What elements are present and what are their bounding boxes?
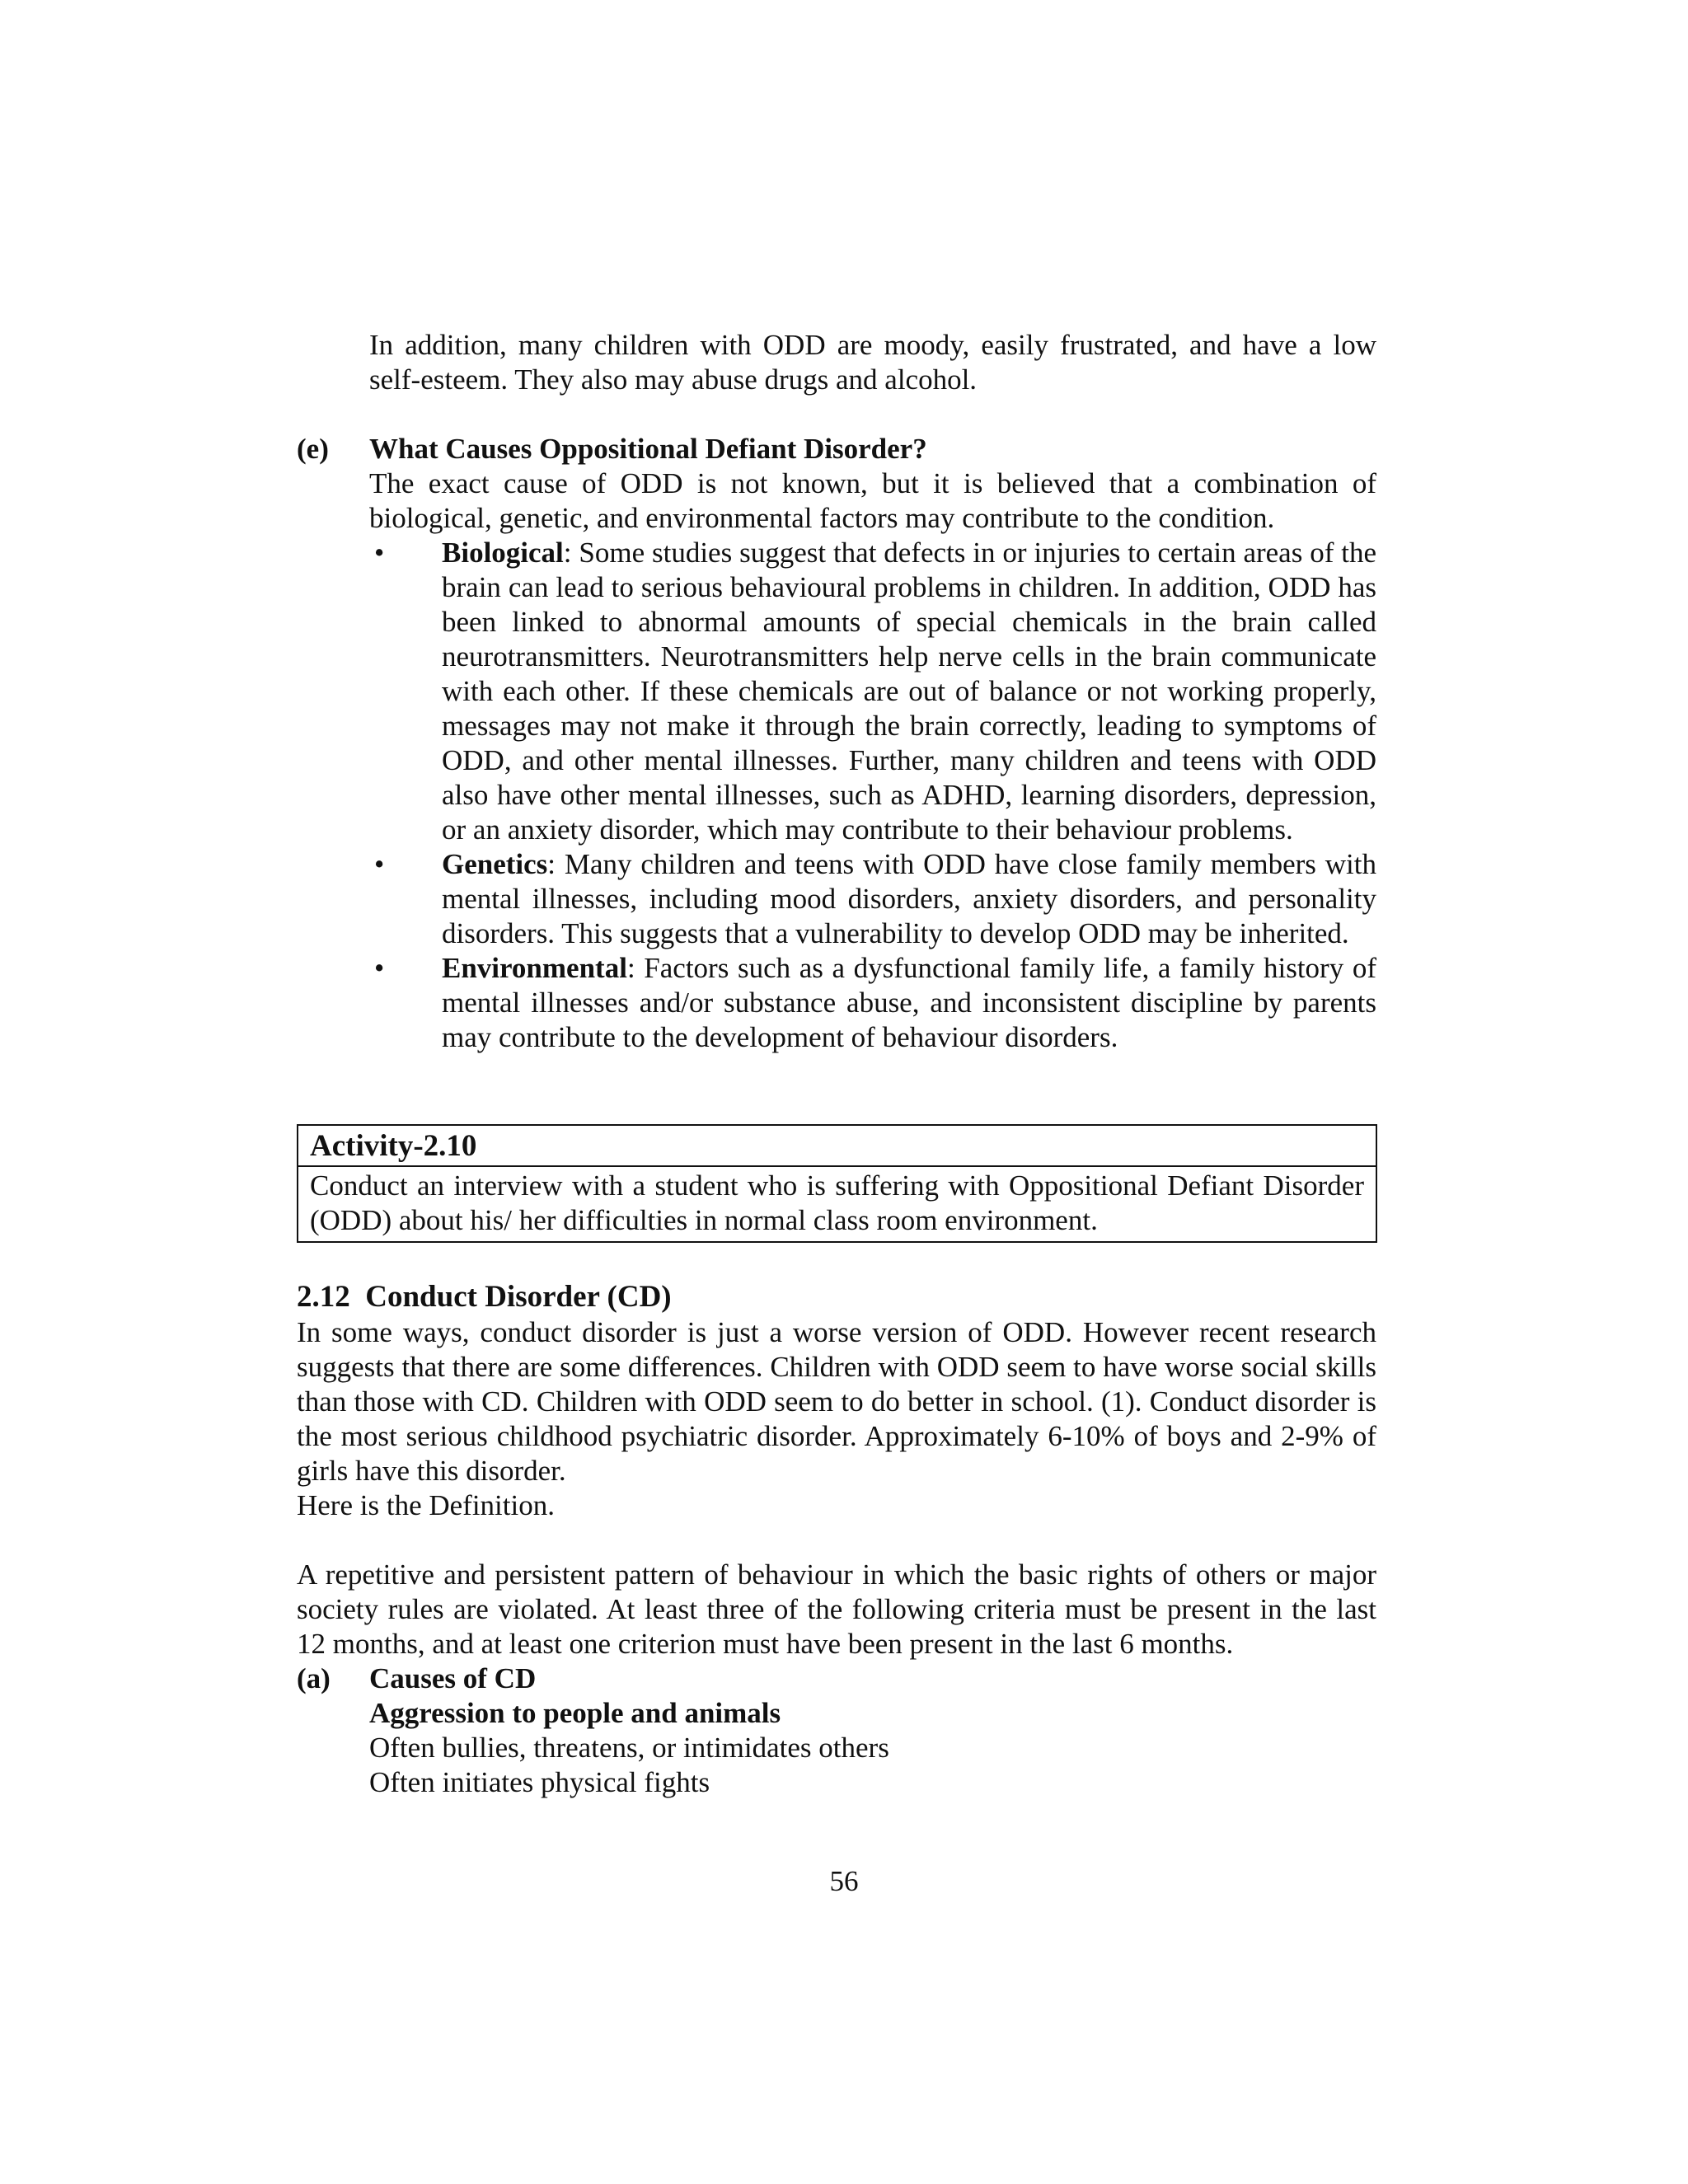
sub-a-subheading: Aggression to people and animals [369,1697,781,1729]
section-conduct-disorder [297,1279,1376,1800]
term-environmental: Environmental [442,952,627,984]
section-e [297,432,1376,1055]
section-e-heading: What Causes Oppositional Defiant Disorder? [369,433,927,465]
causes-list [369,536,1376,1055]
cd-paragraph-2: Here is the Definition. [297,1489,555,1521]
bullet-icon: • [374,537,385,569]
activity-box [297,1124,1377,1243]
activity-body: Conduct an interview with a student who is suffering with Oppositional Defiant Disorder (ODD) about his/ her difficulties in normal class room environment. [310,1169,1364,1236]
activity-title: Activity-2.10 [298,1126,1376,1167]
section-heading: 2.12 Conduct Disorder (CD) [297,1280,672,1314]
sub-a-heading: Causes of CD [369,1662,537,1694]
section-e-lead: The exact cause of ODD is not known, but it is believed that a combination of biological, genetic, and environmental factors may contribute to the condition. [369,467,1376,534]
list-item-biological [369,536,1376,847]
bullet-icon: • [374,848,385,880]
text-biological: : Some studies suggest that defects in or injuries to certain areas of the brain can lead to serious behavioural problems in children. In addition, ODD has been linked to abnormal amounts of special chemicals in the brain called neurotransmitters. Neurotransmitters help nerve cells in the brain communicate with each other. If these chemicals are out of balance or not working properly, messages may not make it through the brain correctly, leading to symptoms of ODD, and other mental illnesses. Further, many children and teens with ODD also have other mental illnesses, such as ADHD, learning disorders, depression, or an anxiety disorder, which may contribute to their behaviour problems. [442,537,1376,846]
term-genetics: Genetics [442,848,548,880]
section-e-label: (e) [297,433,329,465]
term-biological: Biological [442,537,564,569]
page-number: 56 [829,1865,859,1897]
list-item-environmental [369,951,1376,1055]
cd-paragraph-1: In some ways, conduct disorder is just a worse version of ODD. However recent research suggests that there are some differences. Children with ODD seem to have worse social skills than those with CD. Children with ODD seem to do better in school. (1). Conduct disorder is the most serious childhood psychiatric disorder. Approximately 6-10% of boys and 2-9% of girls have this disorder. [297,1316,1376,1487]
text-environmental: : Factors such as a dysfunctional family life, a family history of mental illnesses and/or substance abuse, and inconsistent discipline by parents may contribute to the development of behaviour disorders. [442,952,1376,1053]
intro-paragraph: In addition, many children with ODD are moody, easily frustrated, and have a low self-esteem. They also may abuse drugs and alcohol. [369,329,1376,396]
cd-paragraph-3: A repetitive and persistent pattern of behaviour in which the basic rights of others or major society rules are violated. At least three of the following criteria must be present in the last 12 months, and at least one criterion must have been present in the last 6 months. [297,1558,1376,1660]
bullet-icon: • [374,952,385,984]
sub-a-label: (a) [297,1662,331,1694]
list-item-genetics [369,847,1376,951]
text-genetics: : Many children and teens with ODD have close family members with mental illnesses, including mood disorders, anxiety disorders, and personality disorders. This suggests that a vulnerability to develop ODD may be inherited. [442,848,1376,949]
criteria-item: Often initiates physical fights [369,1766,710,1798]
criteria-item: Often bullies, threatens, or intimidates others [369,1732,889,1764]
